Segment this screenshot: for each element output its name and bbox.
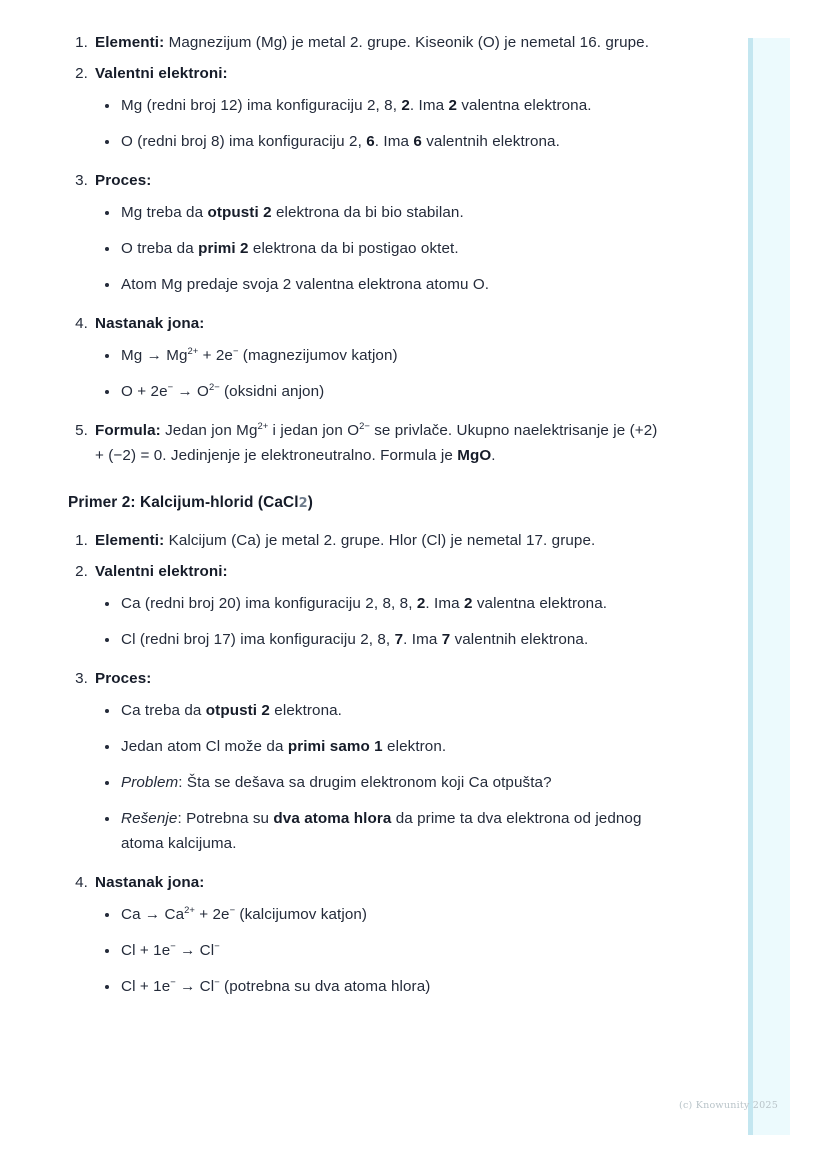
bullet-list-proces-2: [95, 698, 668, 856]
superscript-charge: −: [167, 380, 174, 392]
bullet-text: O treba da: [121, 240, 199, 257]
bullet-text: Ca treba da: [121, 702, 206, 719]
list-item: [95, 627, 668, 652]
list-marker: 4.: [75, 315, 88, 332]
bullet-dot-icon: [105, 104, 109, 108]
bullet-list-valentni-1: [95, 93, 668, 154]
equation-text: + 2e: [194, 906, 230, 923]
bullet-text-bold: 6: [366, 133, 375, 150]
bullet-text: Jedan atom Cl može da: [121, 738, 288, 755]
list-item-formula-1: [68, 418, 668, 468]
bullet-text: : Potrebna su: [177, 810, 274, 827]
list-item-text: Magnezijum (Mg) je metal 2. grupe. Kiseonik (O) je nemetal 16. grupe.: [164, 34, 650, 51]
bullet-text: Cl (redni broj 17) ima konfiguraciju 2, 8,: [121, 631, 395, 648]
heading-text: ): [307, 494, 313, 511]
bullet-dot-icon: [105, 247, 109, 251]
list-item-label: Nastanak jona:: [95, 315, 205, 332]
bullet-list-nastanak-2: [95, 902, 668, 999]
bullet-text-bold: 6: [413, 133, 422, 150]
bullet-text: : Šta se dešava sa drugim elektronom koji Ca otpušta?: [178, 774, 552, 791]
section-heading-primer2: [68, 490, 668, 516]
bullet-text: . Ima: [403, 631, 442, 648]
equation-text: → Cl: [175, 978, 215, 995]
bullet-dot-icon: [105, 709, 109, 713]
bullet-text: Mg treba da: [121, 204, 208, 221]
list-item-text: .: [491, 447, 496, 464]
bullet-text: da prime ta dva elektrona od jednog atoma kalcijuma.: [121, 810, 642, 852]
bullet-text: valentnih elektrona.: [421, 133, 560, 150]
bullet-text-italic: Problem: [121, 774, 179, 791]
list-item: [95, 902, 668, 927]
superscript-charge: −: [214, 975, 220, 987]
bullet-text: valentna elektrona.: [457, 97, 592, 114]
bullet-text-italic: Rešenje: [121, 810, 178, 827]
bullet-text: elektrona.: [269, 702, 343, 719]
equation-text: → O: [173, 383, 209, 400]
right-edge-band: [748, 38, 790, 1135]
bullet-dot-icon: [105, 745, 109, 749]
list-item: [95, 938, 668, 963]
bullet-text: Ca (redni broj 20) ima konfiguraciju 2, 8, 8,: [121, 595, 417, 612]
list-item-nastanak-jona-1: [68, 311, 668, 404]
superscript-charge: 2+: [257, 419, 269, 431]
bullet-text: elektron.: [382, 738, 447, 755]
list-marker: 5.: [75, 422, 88, 439]
equation-text: O + 2e: [121, 383, 168, 400]
bullet-text: valentna elektrona.: [472, 595, 608, 612]
list-item-valentni-elektroni-2: [68, 559, 668, 652]
list-item: [95, 806, 668, 856]
bullet-text-bold: 2: [448, 97, 458, 114]
equation-text: → Cl: [175, 942, 215, 959]
equation-text: (kalcijumov katjon): [235, 906, 368, 923]
list-item-label: Elementi:: [95, 532, 165, 549]
superscript-charge: −: [229, 903, 236, 915]
bullet-text: valentnih elektrona.: [450, 631, 589, 648]
superscript-charge: −: [214, 939, 220, 951]
equation-text: Ca → Ca: [121, 906, 185, 923]
list-item: [95, 591, 668, 616]
bullet-dot-icon: [105, 817, 109, 821]
list-item: [95, 272, 668, 297]
bullet-dot-icon: [105, 283, 109, 287]
copyright-watermark: (c) Knowunity 2025: [679, 1100, 779, 1111]
equation-text: (magnezijumov katjon): [238, 347, 398, 364]
bullet-text: . Ima: [425, 595, 464, 612]
bullet-text-bold: otpusti 2: [207, 204, 272, 221]
list-item-label: Proces:: [95, 172, 152, 189]
list-item: [95, 93, 668, 118]
bullet-text-bold: 7: [441, 631, 451, 648]
list-item-text: Kalcijum (Ca) je metal 2. grupe. Hlor (Cl) je nemetal 17. grupe.: [164, 532, 596, 549]
ordered-list-primer1: [68, 30, 668, 468]
list-marker: 1.: [75, 532, 88, 549]
bullet-list-proces-1: [95, 200, 668, 297]
bullet-text-bold: 2: [463, 595, 473, 612]
bullet-dot-icon: [105, 949, 109, 953]
bullet-dot-icon: [105, 354, 109, 358]
superscript-charge: 2+: [184, 903, 195, 915]
formula-bold: MgO: [457, 447, 492, 464]
document-content: [68, 30, 668, 1013]
heading-text: Primer 2: Kalcijum-hlorid (CaCl: [68, 494, 299, 511]
list-item-valentni-elektroni-1: [68, 61, 668, 154]
bullet-text: O (redni broj 8) ima konfiguraciju 2,: [121, 133, 367, 150]
list-item-proces-2: [68, 666, 668, 856]
list-marker: 4.: [75, 874, 88, 891]
list-marker: 3.: [75, 670, 88, 687]
equation-text: Cl + 1e: [121, 942, 171, 959]
superscript-charge: 2−: [359, 419, 370, 431]
list-item-proces-1: [68, 168, 668, 297]
superscript-charge: −: [232, 344, 239, 356]
list-item-elementi-1: [68, 30, 668, 55]
bullet-text: . Ima: [374, 133, 414, 150]
heading-subscript: 2: [298, 496, 308, 511]
list-item: [95, 698, 668, 723]
list-marker: 2.: [75, 563, 88, 580]
bullet-text-bold: otpusti 2: [205, 702, 270, 719]
bullet-text-bold: 2: [401, 97, 410, 114]
bullet-dot-icon: [105, 140, 109, 144]
bullet-text: elektrona da bi bio stabilan.: [271, 204, 464, 221]
equation-text: Mg → Mg: [121, 347, 188, 364]
list-item-label: Valentni elektroni:: [95, 563, 228, 580]
bullet-text-bold: dva atoma hlora: [273, 810, 392, 827]
list-item: [95, 343, 668, 368]
equation-text: (oksidni anjon): [219, 383, 325, 400]
list-marker: 2.: [75, 65, 88, 82]
list-item-label: Elementi:: [95, 34, 165, 51]
superscript-charge: 2−: [208, 380, 220, 392]
bullet-dot-icon: [105, 211, 109, 215]
list-item-label: Nastanak jona:: [95, 874, 205, 891]
list-item-elementi-2: [68, 528, 668, 553]
list-item: [95, 236, 668, 261]
list-item: [95, 974, 668, 999]
bullet-text: elektrona da bi postigao oktet.: [248, 240, 459, 257]
equation-text: + 2e: [198, 347, 233, 364]
bullet-dot-icon: [105, 781, 109, 785]
list-marker: 1.: [75, 34, 88, 51]
bullet-list-valentni-2: [95, 591, 668, 652]
list-item-label: Valentni elektroni:: [95, 65, 228, 82]
list-item: [95, 770, 668, 795]
bullet-text-bold: 2: [416, 595, 426, 612]
ordered-list-primer2: [68, 528, 668, 999]
bullet-text: Mg (redni broj 12) ima konfiguraciju 2, 8,: [121, 97, 402, 114]
bullet-dot-icon: [105, 638, 109, 642]
right-edge-stripe: [748, 38, 753, 1135]
superscript-charge: −: [170, 975, 176, 987]
list-marker: 3.: [75, 172, 88, 189]
list-item-text: i jedan jon O: [268, 422, 360, 439]
bullet-text: Atom Mg predaje svoja 2 valentna elektrona atomu O.: [121, 276, 490, 293]
list-item: [95, 200, 668, 225]
superscript-charge: −: [170, 939, 176, 951]
bullet-text-bold: primi 2: [198, 240, 249, 257]
bullet-dot-icon: [105, 602, 109, 606]
list-item-label: Formula:: [95, 422, 161, 439]
superscript-charge: 2+: [187, 344, 199, 356]
list-item-text: se privlače. Ukupno naelektrisanje je (+2) + (−2) = 0. Jedinjenje je elektroneutralno. Formula je: [95, 422, 658, 464]
equation-text: (potrebna su dva atoma hlora): [219, 978, 431, 995]
bullet-text-bold: primi samo 1: [287, 738, 383, 755]
bullet-list-nastanak-1: [95, 343, 668, 404]
list-item-text: Jedan jon Mg: [160, 422, 258, 439]
bullet-text: . Ima: [409, 97, 449, 114]
bullet-text-bold: 7: [394, 631, 404, 648]
list-item: [95, 129, 668, 154]
equation-text: Cl + 1e: [121, 978, 171, 995]
list-item: [95, 379, 668, 404]
list-item-label: Proces:: [95, 670, 152, 687]
bullet-dot-icon: [105, 390, 109, 394]
list-item-nastanak-jona-2: [68, 870, 668, 999]
bullet-dot-icon: [105, 985, 109, 989]
list-item: [95, 734, 668, 759]
bullet-dot-icon: [105, 913, 109, 917]
